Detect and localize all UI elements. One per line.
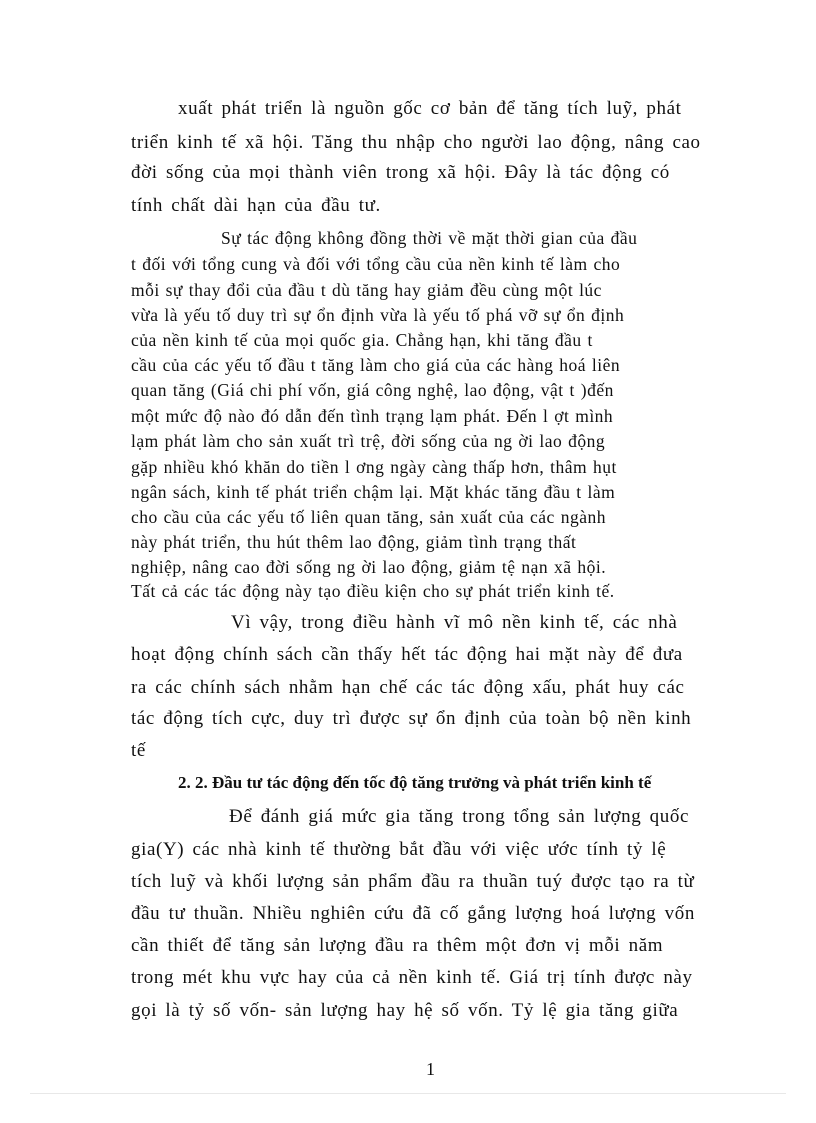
paragraph-2-line-1: Sự tác động không đồng thời về mặt thời gian của đầu [221,228,638,248]
paragraph-3-line-4: tác động tích cực, duy trì được sự ổn định của toàn bộ nền kinh [131,708,692,729]
paragraph-2-line-10: gặp nhiều khó khăn do tiền l ơng ngày càng thấp hơn, thâm hụt [131,457,617,477]
paragraph-1-line-2: triển kinh tế xã hội. Tăng thu nhập cho người lao động, nâng cao [131,132,701,153]
paragraph-4-line-3: tích luỹ và khối lượng sản phẩm đầu ra thuần tuý được tạo ra từ [131,871,695,892]
paragraph-1-line-4: tính chất dài hạn của đầu tư. [131,195,381,216]
paragraph-3-line-3: ra các chính sách nhằm hạn chế các tác động xấu, phát huy các [131,677,685,698]
paragraph-4-line-6: trong mét khu vực hay của cả nền kinh tế. Giá trị tính được này [131,967,693,988]
paragraph-3-line-1: Vì vậy, trong điều hành vĩ mô nền kinh tế, các nhà [231,612,678,633]
paragraph-4-line-5: cần thiết để tăng sản lượng đầu ra thêm một đơn vị mỗi năm [131,935,664,956]
page-bottom-rule [30,1093,786,1094]
paragraph-2-line-12: cho cầu của các yếu tố liên quan tăng, sản xuất của các ngành [131,507,606,527]
paragraph-4-line-4: đầu tư thuần. Nhiều nghiên cứu đã cố gắng lượng hoá lượng vốn [131,903,695,924]
paragraph-1-line-1: xuất phát triển là nguồn gốc cơ bản để tăng tích luỹ, phát [178,98,682,119]
paragraph-2-line-2: t đối với tổng cung và đối với tổng cầu của nền kinh tế làm cho [131,254,621,274]
paragraph-2-line-4: vừa là yếu tố duy trì sự ổn định vừa là yếu tố phá vỡ sự ổn định [131,305,625,325]
paragraph-1-line-3: đời sống của mọi thành viên trong xã hội. Đây là tác động có [131,162,670,183]
paragraph-4-line-7: gọi là tỷ số vốn- sản lượng hay hệ số vốn. Tỷ lệ gia tăng giữa [131,1000,679,1021]
paragraph-4-line-1: Để đánh giá mức gia tăng trong tổng sản lượng quốc [229,806,690,827]
paragraph-2-line-14: nghiệp, nâng cao đời sống ng ời lao động, giảm tệ nạn xã hội. [131,557,607,577]
paragraph-2-line-6: cầu của các yếu tố đầu t tăng làm cho giá của các hàng hoá liên [131,355,621,375]
paragraph-2-line-7: quan tăng (Giá chi phí vốn, giá công nghệ, lao động, vật t )đến [131,380,614,400]
paragraph-2-line-5: của nền kinh tế của mọi quốc gia. Chẳng hạn, khi tăng đầu t [131,330,593,350]
paragraph-2-line-3: mỗi sự thay đổi của đầu t dù tăng hay giảm đều cùng một lúc [131,280,602,300]
paragraph-4-line-2: gia(Y) các nhà kinh tế thường bắt đầu với việc ước tính tỷ lệ [131,839,667,860]
paragraph-3-line-5: tế [131,740,146,761]
paragraph-3-line-2: hoạt động chính sách cần thấy hết tác động hai mặt này để đưa [131,644,683,665]
paragraph-2-line-13: này phát triển, thu hút thêm lao động, giảm tình trạng thất [131,532,577,552]
paragraph-2-line-15: Tất cả các tác động này tạo điều kiện cho sự phát triển kinh tế. [131,581,615,601]
paragraph-2-line-11: ngân sách, kinh tế phát triển chậm lại. Mặt khác tăng đầu t làm [131,482,616,502]
paragraph-2-line-8: một mức độ nào đó dẫn đến tình trạng lạm phát. Đến l ợt mình [131,406,614,426]
page-number: 1 [426,1059,435,1079]
section-heading: 2. 2. Đầu tư tác động đến tốc độ tăng trưởng và phát triển kinh tế [178,773,652,792]
paragraph-2-line-9: lạm phát làm cho sản xuất trì trệ, đời sống của ng ời lao động [131,431,606,451]
